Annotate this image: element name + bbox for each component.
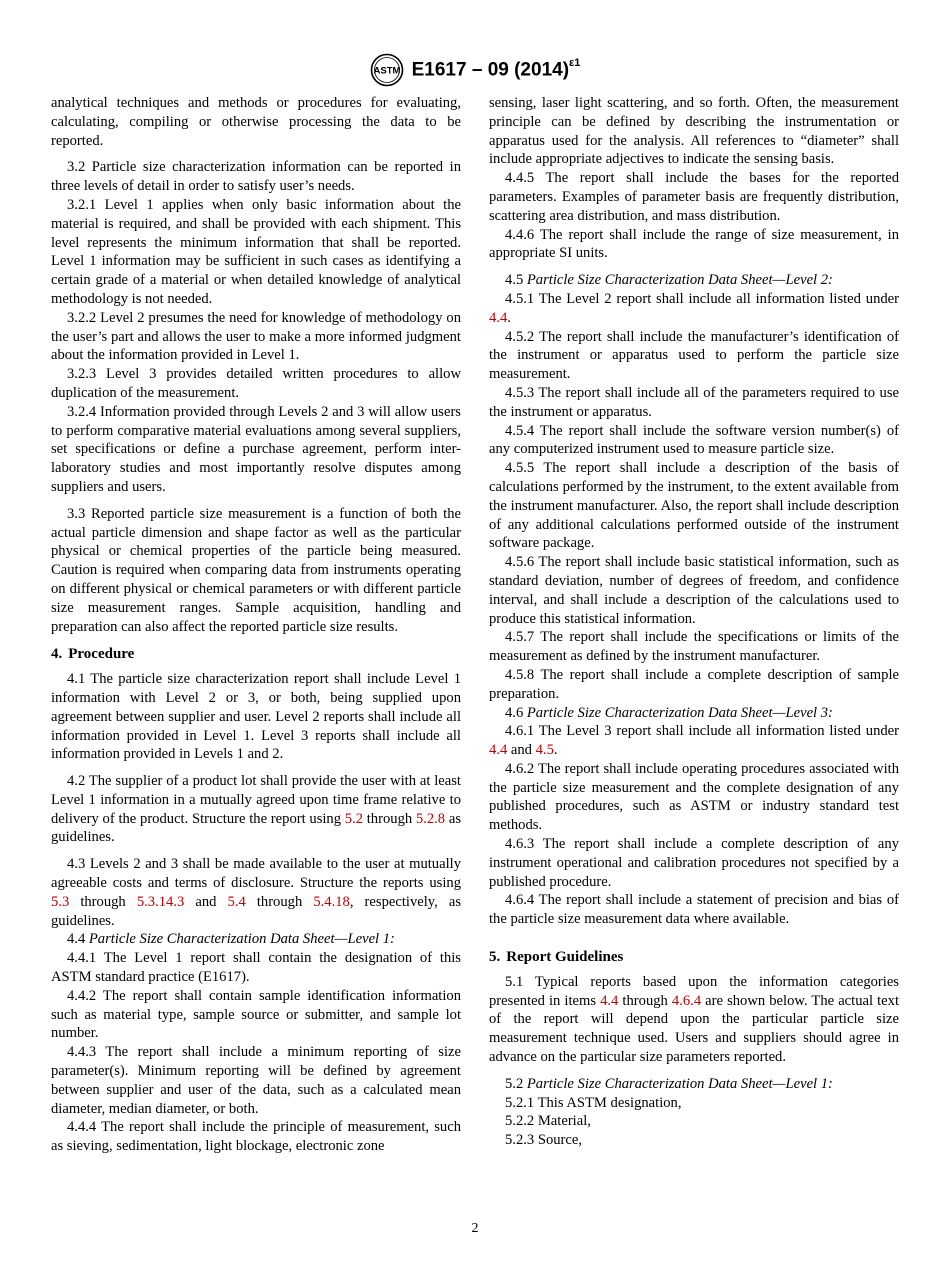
link-4-4[interactable]: 4.4 [489,309,508,326]
paragraph-4-5-6: 4.5.6 The report shall include basic statistical information, such as standard deviation, number of degrees of freedom, and confidence interval, and shall include a description of the calculations used to produce this statistical information. [489,554,899,627]
text-run: 4.6.1 The Level 3 report shall include all information listed under [505,723,899,740]
paragraph-4-4-5: 4.4.5 The report shall include the bases for the reported parameters. Examples of parameter basis are frequently distribution, scattering area distribution, and mass distribution. [489,170,899,224]
paragraph-4-5 [489,271,899,290]
link-5-4[interactable]: 5.4 [227,893,246,910]
text-run: through [69,893,137,910]
paragraph-5-2-3: 5.2.3 Source, [505,1132,583,1149]
astm-logo-text: ASTM [373,65,401,77]
paragraph-4-5-1 [489,290,899,328]
section-number: 5. [489,949,501,966]
paragraph-3-3: 3.3 Reported particle size measurement is a function of both the actual particle dimension and shape factor as well as the particular physical or chemical properties of the particle being measured. Caution is required when comparing data from instruments operating on different physical or chemical parameters or with different particle size measurement ranges. Sample acquisition, handling and preparation can also affect the reported particle size results. [51,505,461,635]
link-4-5[interactable]: 4.5 [535,742,554,759]
text-run: as guidelines. [51,810,461,846]
link-4-4[interactable]: 4.4 [489,742,508,759]
paragraph-4-5-7: 4.5.7 The report shall include the specifications or limits of the measurement as defined by the instrument manufacturer. [489,629,899,665]
paragraph-4-5-2: 4.5.2 The report shall include the manufacturer’s identification of the instrument or apparatus used to perform the particle size measurement. [489,328,899,383]
subsection-number: 5.2 [505,1075,527,1092]
link-5-2[interactable]: 5.2 [344,810,364,827]
paragraph-4-4-4: 4.4.4 The report shall include the principle of measurement, such as sieving, sedimentation, light blockage, electronic zone [51,1119,461,1155]
paragraph-3-1-cont: analytical techniques and methods or procedures for evaluating, calculating, compiling or otherwise processing the data to be reported. [51,95,461,149]
paragraph-3-2-3: 3.2.3 Level 3 provides detailed written procedures to allow duplication of the measurement. [51,366,461,401]
link-5-2-8[interactable]: 5.2.8 [415,810,446,827]
paragraph-4-4-2: 4.4.2 The report shall contain sample identification information such as material type, sample source or submitter, and sample lot number. [51,987,461,1042]
subsection-number: 4.5 [505,272,527,289]
text-run: and [184,893,228,910]
paragraph-4-6-4: 4.6.4 The report shall include a statement of precision and bias of the particle size measurement data where available. [489,892,899,928]
paragraph-4-4-1: 4.4.1 The Level 1 report shall contain the designation of this ASTM standard practice (E1617). [51,950,461,986]
subsection-title: Particle Size Characterization Data Sheet—Level 3: [526,704,833,721]
section-heading-5 [489,948,899,967]
link-5-3[interactable]: 5.3 [51,893,70,910]
page-number: 2 [471,1221,479,1236]
text-run: . [553,742,558,759]
subsection-title: Particle Size Characterization Data Sheet—Level 1: [88,931,395,948]
paragraph-5-1 [489,973,899,1067]
text-run: and [507,742,536,759]
subsection-title: Particle Size Characterization Data Sheet—Level 2: [526,272,833,289]
paragraph-5-2-1: 5.2.1 This ASTM designation, [505,1094,682,1111]
paragraph-5-2 [489,1075,899,1094]
text-run: 4.3 Levels 2 and 3 shall be made available to the user at mutually agreeable costs and terms of disclosure. Structure the reports using [51,856,461,892]
text-run: through [618,992,672,1009]
section-number: 4. [51,646,63,663]
paragraph-4-3 [51,855,461,930]
text-run: 4.5.1 The Level 2 report shall include all information listed under [505,290,899,307]
paragraph-4-5-8: 4.5.8 The report shall include a complete description of sample preparation. [489,666,899,702]
paragraph-3-2: 3.2 Particle size characterization information can be reported in three levels of detail in order to satisfy user’s needs. [51,159,461,195]
link-5-4-18[interactable]: 5.4.18 [313,893,350,910]
subsection-title: Particle Size Characterization Data Sheet—Level 1: [526,1075,833,1092]
link-5-3-14-3[interactable]: 5.3.14.3 [136,893,185,910]
paragraph-4-5-3: 4.5.3 The report shall include all of the parameters required to use the instrument or apparatus. [489,384,899,420]
paragraph-3-2-1: 3.2.1 Level 1 applies when only basic information about the material is required, and shall be provided with each shipment. This level represents the minimum information that shall be reported. Level 1 information may be sufficient in such cases as identifying a certain grade of a material or when detailed knowledge of analytical methodology is not needed. [51,196,461,307]
paragraph-4-6 [489,704,899,723]
text-run: are shown below. The actual text of the report will depend upon the particular particle size measurement technique used. Users and suppliers should agree in advance on the particular size parameters reported. [489,992,899,1066]
text-run: through [245,893,314,910]
designation-text: E1617 – 09 (2014) [411,59,570,81]
subsection-number: 4.6 [505,704,527,721]
text-run: 5.1 Typical reports based upon the information categories presented in items [489,973,899,1009]
paragraph-4-4-3: 4.4.3 The report shall include a minimum reporting of size parameter(s). Minimum reporting will be defined by agreement between supplier and user of the data, such as a calculated mean diameter, median diameter, or both. [51,1044,461,1117]
paragraph-4-4 [51,930,461,949]
section-heading-4 [51,645,461,664]
text-run: through [363,810,416,827]
paragraph-3-2-4: 3.2.4 Information provided through Levels 2 and 3 will allow users to perform comparative material evaluations among several suppliers, set specifications or define a purchase agreement, perform inter-laboratory studies and most importantly resolve disputes among suppliers and users. [51,403,461,495]
paragraph-4-5-4: 4.5.4 The report shall include the software version number(s) of any computerized instrument used to measure particle size. [489,422,899,458]
paragraph-4-6-2: 4.6.2 The report shall include operating procedures associated with the particle size measurement and the complete designation of any published procedures, such as ASTM or industry standard test methods. [489,760,899,834]
link-4-6-4[interactable]: 4.6.4 [671,992,702,1009]
text-run: , respectively, as guidelines. [51,893,462,929]
text-run: . [507,309,511,326]
paragraph-5-2-2: 5.2.2 Material, [505,1113,591,1130]
document-designation [411,56,581,81]
section-title: Report Guidelines [506,949,624,966]
paragraph-3-2-2: 3.2.2 Level 2 presumes the need for knowledge of methodology on the user’s part and allows the user to make a more informed judgment about the information provided in Level 1. [51,309,461,364]
paragraph-4-5-5: 4.5.5 The report shall include a description of the basis of calculations performed by the instrument, to the extent available from the instrument manufacturer. Also, the report shall include description of any additional calculations performed outside of the instrument software package. [489,460,899,552]
right-column [489,94,899,1150]
paragraph-4-4-6: 4.4.6 The report shall include the range of size measurement, in appropriate SI units. [489,226,899,262]
link-4-4[interactable]: 4.4 [600,992,619,1009]
left-column [51,94,461,1156]
paragraph-4-6-3: 4.6.3 The report shall include a complete description of any instrument operational and calibration procedures not specified by a published procedure. [489,836,899,890]
paragraph-4-6-1 [489,722,899,760]
page-header [0,53,950,92]
astm-logo-icon [370,53,404,87]
subsection-number: 4.4 [67,931,89,948]
section-title: Procedure [68,646,135,663]
text-run: 4.2 The supplier of a product lot shall provide the user with at least Level 1 information in a mutually agreed upon time frame relative to delivery of the product. Structure the report using [51,773,461,827]
epsilon-superscript: ε1 [569,56,581,69]
paragraph-4-2 [51,772,461,847]
paragraph-4-1: 4.1 The particle size characterization report shall include Level 1 information with Level 2 or 3, or both, being supplied upon agreement between supplier and user. Level 2 reports shall include all information provided in Level 1. Level 3 reports shall include all information provided in Levels 1 and 2. [51,671,461,763]
paragraph-4-4-4-cont: sensing, laser light scattering, and so forth. Often, the measurement principle can be defined by describing the instrumentation or apparatus used for the analysis. All references to “diameter” shall include appropriate adjectives to indicate the sensing basis. [489,95,899,168]
